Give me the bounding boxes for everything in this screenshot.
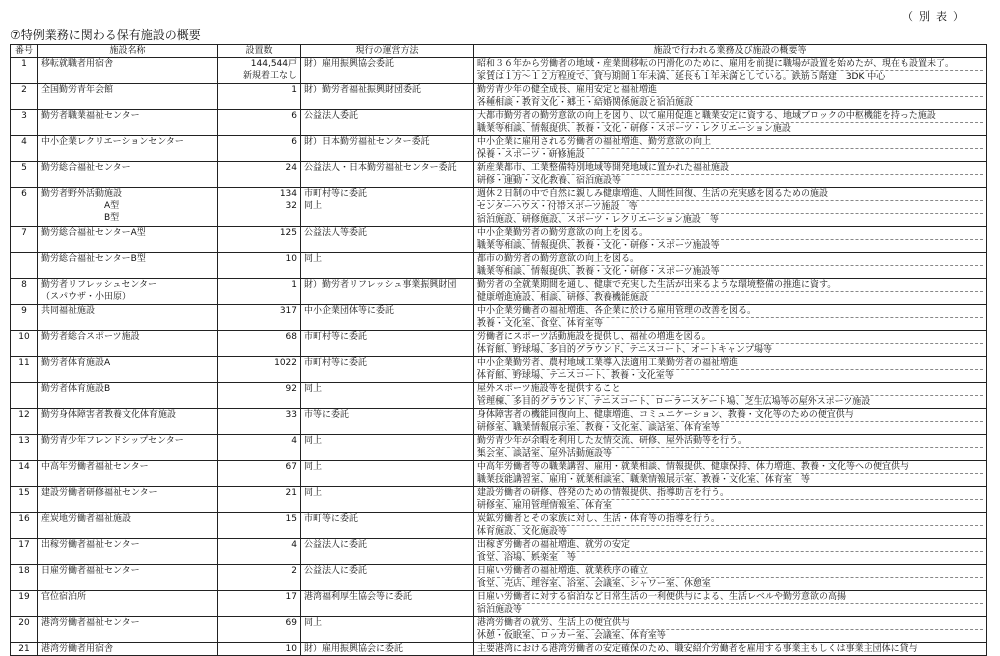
cell-description-line: 職業等相談、情報提供、教養・文化・研修・スポーツ施設等 [477,239,983,252]
cell-description-line: 中高年労働者等の職業講習、雇用・就業相談、情報提供、健康保持、体力増進、教養・文化等への便宜供与 [477,462,910,472]
header-name: 施設名称 [38,45,218,58]
table-row [11,617,987,643]
cell-facility-name [38,617,218,643]
cell-count [218,591,301,617]
cell-management-line: 市町村等に委託 [304,358,368,368]
cell-management [301,565,474,591]
table-row [11,383,987,409]
cell-number: 10 [11,331,38,357]
cell-number: 20 [11,617,38,643]
cell-description-line: 研修室、雇用管理情報室、体育室 [477,499,983,512]
table-row [11,357,987,383]
appendix-label: （別表） [902,10,970,23]
cell-facility-name [38,643,218,656]
cell-facility-name-line: 全国勤労青年会館 [41,85,114,95]
cell-management-line: 財）勤労者リフレッシュ事業振興財団 [304,280,457,290]
cell-management-line: 市等に委託 [304,410,350,420]
cell-facility-name [38,84,218,110]
cell-management [301,227,474,253]
table-row [11,565,987,591]
cell-management-line: 同上 [304,618,323,628]
cell-description-line: 週休２日制の中で自然に親しみ健康増進、人間性回復、生活の充実感を図るための施設 [477,189,829,199]
cell-number: 13 [11,435,38,461]
cell-count-line: 317 [279,306,297,316]
cell-number: 14 [11,461,38,487]
cell-count-line: 2 [291,566,297,576]
cell-count-line: 68 [285,332,297,342]
cell-facility-name-line: 勤労者総合スポーツ施設 [41,332,140,342]
cell-description-line: 大都市勤労者の勤労意欲の向上を図り、以て雇用促進と職業安定に資する、地域ブロックの中枢機能を持った施設 [477,111,936,121]
cell-management [301,58,474,84]
cell-count-line: 10 [285,254,297,264]
cell-description [474,383,987,409]
cell-number: 21 [11,643,38,656]
cell-facility-name [38,487,218,513]
cell-description-line: 集会室、談話室、屋外活動施設等 [477,447,983,460]
cell-count [218,409,301,435]
cell-description [474,162,987,188]
cell-count [218,58,301,84]
cell-number: 16 [11,513,38,539]
cell-description [474,331,987,357]
cell-facility-name [38,331,218,357]
cell-facility-name [38,305,218,331]
cell-count-line: 1022 [274,358,297,368]
cell-management-line: 財）雇用振興協会に委託 [304,644,404,654]
cell-number: 12 [11,409,38,435]
cell-description-line: 管理棟、多目的グラウンド、テニスコート、ローラースケート場、芝生広場等の屋外スポーツ施設 [477,395,983,408]
cell-count-line: 144,544戸 [250,59,297,69]
cell-count [218,136,301,162]
cell-facility-name-line: 勤労者職業福祉センター [41,111,140,121]
table-row [11,188,987,227]
cell-count-line: 4 [291,540,297,550]
cell-count-line: 33 [285,410,297,420]
cell-description-line: 健康増進施設、相談、研修、教養機能施設 [477,291,983,304]
cell-facility-name-line: 勤労者リフレッシュセンター [41,280,158,290]
cell-management [301,383,474,409]
table-body [11,58,987,656]
cell-management-line: 財）日本勤労福祉センター委託 [304,137,430,147]
cell-description [474,565,987,591]
cell-description-line: 家賃は１万～１２万程度で、貸与期間１年未満、延長も１年未満としている。鉄筋５階建 3DK 中心 [477,70,983,83]
cell-count-line: 32 [285,201,297,211]
cell-count-line: 10 [285,644,297,654]
cell-number: 1 [11,58,38,84]
table-header-row [11,45,987,58]
cell-description-line: 主要港湾における港湾労働者の安定確保のため、職安紹介労働者を雇用する事業主もしくは事業主団体に貸与 [477,644,918,654]
cell-description-line: 都市の勤労者の勤労意欲の向上を図る。 [477,254,640,264]
cell-management-line: 同上 [304,462,323,472]
cell-count [218,461,301,487]
cell-management-line: 公益法人委託 [304,111,359,121]
cell-count-line: 新規着工なし [242,71,297,81]
cell-facility-name [38,279,218,305]
cell-facility-name-line: 移転就職者用宿舎 [41,59,114,69]
cell-facility-name-line: 出稼労働者福祉センター [41,540,140,550]
cell-description [474,591,987,617]
cell-management [301,539,474,565]
cell-count-line: 69 [285,618,297,628]
cell-description-line: 体育館、野球場、多目的グラウンド、テニスコート、オートキャンプ場等 [477,343,983,356]
cell-facility-name-line: 勤労者野外活動施設 [41,189,123,199]
cell-number [11,383,38,409]
cell-facility-name [38,110,218,136]
document-title: ⑦特例業務に関わる保有施設の概要 [10,28,201,42]
cell-count [218,227,301,253]
cell-facility-name-line: 産炭地労働者福祉施設 [41,514,132,524]
cell-management [301,279,474,305]
table-row [11,591,987,617]
cell-count-line: 125 [279,228,297,238]
cell-facility-name [38,435,218,461]
cell-management-line: 公益法人・日本勤労福祉センター委託 [304,163,457,173]
cell-description-line: 出稼ぎ労働者の福祉増進、就労の安定 [477,540,631,550]
cell-description-line: 中小企業労働者の福祉増進、各企業に於ける雇用管理の改善を図る。 [477,306,757,316]
header-count: 設置数 [218,45,301,58]
cell-description-line: 新産業都市、工業整備特別地域等開発地域に置かれた福祉施設 [477,163,730,173]
cell-description-line: 職業等相談、情報提供、教養・文化・研修・スポーツ・レクリエーション施設 [477,122,983,135]
cell-management [301,136,474,162]
cell-description-line: 中小企業勤労者、農村地域工業導入法適用工業勤労者の福祉増進 [477,358,739,368]
cell-number: 17 [11,539,38,565]
cell-management-line: 同上 [304,488,323,498]
cell-facility-name-line: 勤労総合福祉センター [41,163,131,173]
cell-facility-name-line: B型 [41,213,120,223]
cell-count [218,305,301,331]
cell-description-line: 体育館、野球場、テニスコート、教養・文化室等 [477,369,983,382]
cell-count-line: 1 [291,85,297,95]
cell-number: 11 [11,357,38,383]
cell-description [474,513,987,539]
cell-facility-name [38,227,218,253]
cell-count [218,565,301,591]
cell-facility-name [38,253,218,279]
cell-management [301,162,474,188]
cell-description-line: 食堂、売店、理容室、浴室、会議室、シャワー室、休憩室 [477,577,983,590]
cell-count-line: 21 [285,488,297,498]
cell-count-line: 15 [285,514,297,524]
cell-number: 9 [11,305,38,331]
cell-count-line: 134 [279,189,297,199]
cell-facility-name-line: 中小企業レクリエーションセンター [41,137,184,147]
cell-description-line: 職業技能講習室、雇用・就業相談室、職業情報展示室、教養・文化室、体育室 等 [477,473,983,486]
cell-facility-name [38,357,218,383]
cell-facility-name-line: 勤労者体育施設A [41,358,111,368]
cell-description-line: 保養・スポーツ・研修施設 [477,148,983,161]
cell-number: 7 [11,227,38,253]
cell-description [474,84,987,110]
cell-count-line: 17 [285,592,297,602]
cell-count [218,617,301,643]
cell-description-line: 屋外スポーツ施設等を提供すること [477,384,621,394]
cell-count-line: 67 [285,462,297,472]
cell-description-line: 休憩・仮眠室、ロッカー室、会議室、体育室等 [477,629,983,642]
cell-facility-name-line: A型 [41,201,120,211]
cell-facility-name-line: 共同福祉施設 [41,306,96,316]
cell-number: 3 [11,110,38,136]
cell-description [474,461,987,487]
cell-description-line: 労働者にスポーツ活動施設を提供し、福祉の増進を図る。 [477,332,711,342]
cell-management [301,84,474,110]
cell-facility-name-line: 日雇労働者福祉センター [41,566,140,576]
cell-facility-name [38,539,218,565]
table-row [11,279,987,305]
table-row [11,227,987,253]
cell-description [474,110,987,136]
cell-facility-name [38,383,218,409]
cell-description [474,539,987,565]
table-row [11,513,987,539]
cell-management-line: 公益法人等委託 [304,228,368,238]
cell-management [301,643,474,656]
cell-count-line: 4 [291,436,297,446]
table-row [11,136,987,162]
cell-description-line: 中小企業に雇用される労働者の福祉増進、勤労意欲の向上 [477,137,712,147]
cell-description [474,617,987,643]
cell-description-line: 勤労者の全就業期間を通し、健康で充実した生活が出来るような環境整備の推進に資す。 [477,280,837,290]
cell-number: 5 [11,162,38,188]
cell-description [474,487,987,513]
cell-number: 4 [11,136,38,162]
cell-facility-name-line: 中高年労働者福祉センター [41,462,149,472]
header-mgmt: 現行の運営方法 [301,45,474,58]
cell-description [474,136,987,162]
cell-management-line: 同上 [304,201,323,211]
cell-management-line: 中小企業団体等に委託 [304,306,395,316]
cell-count [218,487,301,513]
cell-description-line: 宿泊施設、研修施設、スポーツ・レクリエーション施設 等 [477,213,983,226]
cell-number: 8 [11,279,38,305]
cell-management [301,110,474,136]
cell-count [218,162,301,188]
cell-facility-name [38,409,218,435]
cell-description-line: 教養・文化室、食堂、体育室等 [477,317,983,330]
cell-count [218,383,301,409]
cell-number: 6 [11,188,38,227]
cell-facility-name-line: 港湾労働者用宿舎 [41,644,114,654]
cell-management-line: 公益法人に委託 [304,566,368,576]
cell-facility-name-line: 勤労者体育施設B [41,384,111,394]
cell-count-line: 6 [291,111,297,121]
cell-count [218,84,301,110]
cell-description-line: 宿泊施設等 [477,603,983,616]
cell-facility-name-line: 官位宿泊所 [41,592,87,602]
cell-management [301,461,474,487]
cell-count [218,279,301,305]
cell-facility-name [38,188,218,227]
cell-facility-name [38,162,218,188]
cell-management-line: 市町等に委託 [304,514,359,524]
cell-count [218,331,301,357]
facilities-table [10,44,987,656]
cell-number: 18 [11,565,38,591]
cell-count [218,357,301,383]
cell-description-line: 体育施設、文化施設等 [477,525,983,538]
cell-management-line: 同上 [304,384,323,394]
cell-description-line: 研修・運動・文化教養、宿泊施設等 [477,174,983,187]
cell-description-line: 港湾労働者の就労、生活上の便宜供与 [477,618,631,628]
cell-management [301,617,474,643]
cell-management [301,331,474,357]
cell-management [301,305,474,331]
cell-number [11,253,38,279]
cell-facility-name-line: 勤労青少年フレンドシップセンター [41,436,184,446]
cell-management [301,253,474,279]
cell-management-line: 財）勤労者福祉振興財団委託 [304,85,422,95]
cell-facility-name [38,591,218,617]
table-row [11,84,987,110]
cell-count [218,253,301,279]
table-row [11,253,987,279]
cell-description-line: 食堂、浴場、娯楽室 等 [477,551,983,564]
cell-number: 15 [11,487,38,513]
table-row [11,409,987,435]
cell-description-line: 昭和３６年から労働者の地域・産業間移転の円滑化のために、雇用を前提に職場が設置を始めたが、現在も設置未了。 [477,59,955,69]
cell-management [301,591,474,617]
cell-count [218,435,301,461]
cell-description [474,253,987,279]
cell-count [218,110,301,136]
cell-description-line: センターハウス・付帯スポーツ施設 等 [477,200,983,213]
cell-management [301,409,474,435]
cell-management-line: 市町村等に委託 [304,189,368,199]
cell-description-line: 各種相談・教育文化・郷土・結婚関係施設と宿泊施設 [477,96,983,109]
header-no: 番号 [11,45,38,58]
cell-management-line: 港湾福利厚生協会等に委託 [304,592,413,602]
cell-management [301,188,474,227]
cell-description [474,58,987,84]
cell-number: 19 [11,591,38,617]
cell-description-line: 勤労青少年の健全成長、雇用安定と福祉増進 [477,85,658,95]
table-row [11,643,987,656]
cell-facility-name [38,58,218,84]
cell-facility-name-line: 港湾労働者福祉センター [41,618,140,628]
cell-description-line: 勤労青少年が余暇を利用した友情交流、研修、屋外活動等を行う。 [477,436,748,446]
table-row [11,162,987,188]
cell-description-line: 身体障害者の機能回復向上、健康増進、コミュニケーション、教養・文化等のための便宜供与 [477,410,854,420]
cell-count-line: 92 [285,384,297,394]
cell-count [218,539,301,565]
cell-management [301,357,474,383]
cell-number: 2 [11,84,38,110]
table-row [11,435,987,461]
cell-count-line: 1 [291,280,297,290]
header-desc: 施設で行われる業務及び施設の概要等 [474,45,987,58]
cell-description-line: 建設労働者の研修、啓発のための情報提供、指導助言を行う。 [477,488,730,498]
cell-description [474,279,987,305]
cell-management-line: 同上 [304,254,323,264]
cell-description-line: 日雇い労働者の福祉増進、就業秩序の確立 [477,566,649,576]
cell-count [218,513,301,539]
table-row [11,461,987,487]
cell-description-line: 日雇い労働者に対する宿泊など日常生活の一利便供与による、生活レベルや勤労意欲の高揚 [477,592,847,602]
cell-description-line: 研修室、職業情報展示室、教養・文化室、談話室、体育室等 [477,421,983,434]
cell-management-line: 同上 [304,436,323,446]
cell-description [474,643,987,656]
cell-management-line: 市町村等に委託 [304,332,368,342]
table-row [11,58,987,84]
cell-facility-name-line: （スパウザ・小田原） [41,292,132,302]
cell-management-line: 公益法人に委託 [304,540,368,550]
cell-facility-name-line: 勤労総合福祉センターA型 [41,228,146,238]
cell-description [474,305,987,331]
cell-count [218,643,301,656]
table-row [11,110,987,136]
cell-facility-name-line: 建設労働者研修福祉センター [41,488,158,498]
cell-management [301,435,474,461]
cell-count [218,188,301,227]
table-row [11,305,987,331]
cell-description [474,357,987,383]
cell-management [301,487,474,513]
cell-description-line: 炭鉱労働者とその家族に対し、生活・体育等の指導を行う。 [477,514,721,524]
cell-facility-name-line: 勤労身体障害者教養文化体育施設 [41,410,177,420]
cell-description-line: 職業等相談、情報提供、教養・文化・研修・スポーツ施設等 [477,265,983,278]
cell-facility-name [38,565,218,591]
cell-facility-name [38,461,218,487]
cell-description [474,435,987,461]
cell-description [474,409,987,435]
table-row [11,487,987,513]
cell-count-line: 6 [291,137,297,147]
cell-facility-name-line: 勤労総合福祉センターB型 [41,254,146,264]
cell-description-line: 中小企業勤労者の勤労意欲の向上を図る。 [477,228,649,238]
cell-management [301,513,474,539]
cell-description [474,227,987,253]
table-row [11,539,987,565]
cell-facility-name [38,513,218,539]
cell-description [474,188,987,227]
table-row [11,331,987,357]
cell-facility-name [38,136,218,162]
cell-management-line: 財）雇用振興協会委託 [304,59,395,69]
cell-count-line: 24 [285,163,297,173]
